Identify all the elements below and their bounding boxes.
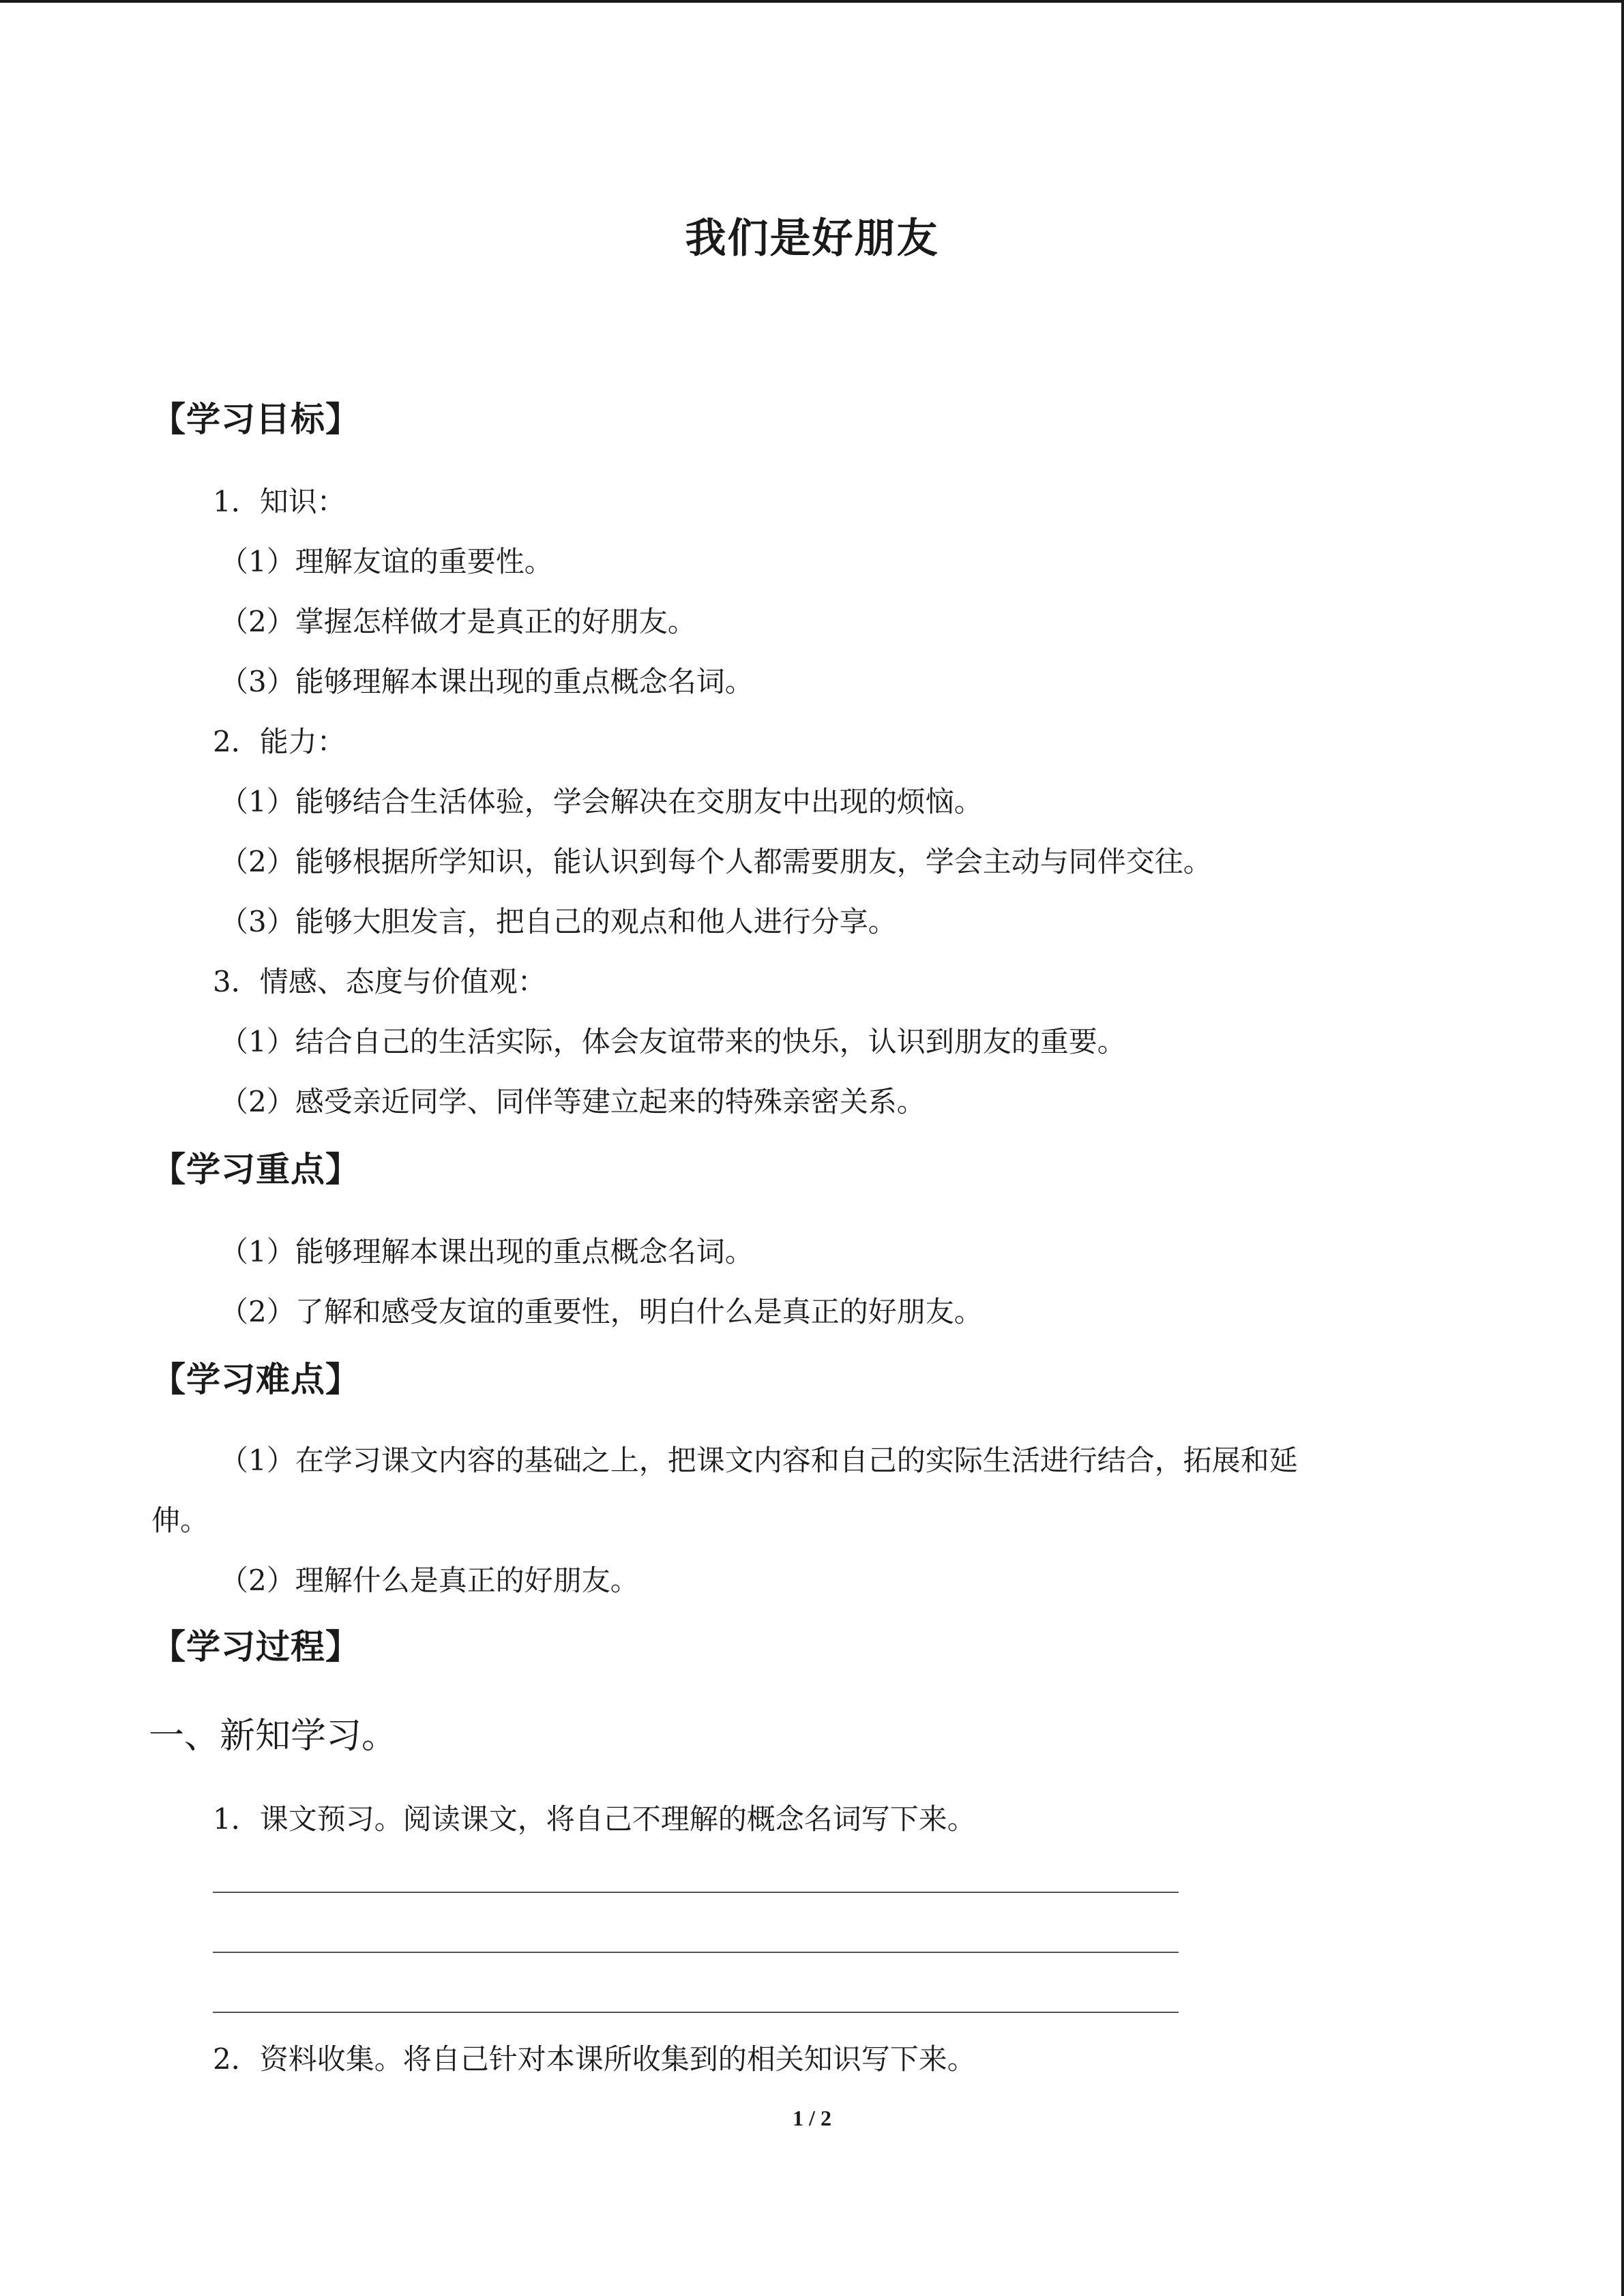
answer-line[interactable] xyxy=(213,2012,1179,2013)
section-new-knowledge: 一、新知学习。 xyxy=(149,1716,398,1757)
heading-learning-process: 【学习过程】 xyxy=(151,1627,360,1667)
document-title: 我们是好朋友 xyxy=(685,215,939,263)
key-point-item: （2）了解和感受友谊的重要性，明白什么是真正的好朋友。 xyxy=(220,1295,983,1328)
difficulty-item: （2）理解什么是真正的好朋友。 xyxy=(220,1564,639,1597)
emotion-item: （1）结合自己的生活实际，体会友谊带来的快乐，认识到朋友的重要。 xyxy=(220,1025,1126,1058)
task-collect: 2．资料收集。将自己针对本课所收集到的相关知识写下来。 xyxy=(213,2042,976,2076)
difficulty-item-line2: 伸。 xyxy=(151,1504,209,1537)
difficulty-item-line1: （1）在学习课文内容的基础之上，把课文内容和自己的实际生活进行结合，拓展和延 xyxy=(220,1444,1298,1477)
emotion-label: 3．情感、态度与价值观： xyxy=(213,965,546,998)
heading-learning-objectives: 【学习目标】 xyxy=(151,400,360,439)
ability-item: （1）能够结合生活体验，学会解决在交朋友中出现的烦恼。 xyxy=(220,785,983,818)
answer-line[interactable] xyxy=(213,1952,1179,1953)
knowledge-label: 1．知识： xyxy=(213,485,346,518)
emotion-item: （2）感受亲近同学、同伴等建立起来的特殊亲密关系。 xyxy=(220,1085,926,1118)
answer-line[interactable] xyxy=(213,1892,1179,1893)
key-point-item: （1）能够理解本课出现的重点概念名词。 xyxy=(220,1235,754,1268)
page-number: 1 / 2 xyxy=(793,2106,831,2130)
heading-difficulties: 【学习难点】 xyxy=(151,1360,360,1399)
ability-item: （3）能够大胆发言，把自己的观点和他人进行分享。 xyxy=(220,905,897,938)
page-border-top xyxy=(0,0,1624,3)
knowledge-item: （2）掌握怎样做才是真正的好朋友。 xyxy=(220,605,696,638)
knowledge-item: （1）理解友谊的重要性。 xyxy=(220,545,553,578)
task-preview: 1．课文预习。阅读课文，将自己不理解的概念名词写下来。 xyxy=(213,1802,976,1836)
heading-key-points: 【学习重点】 xyxy=(151,1150,360,1189)
knowledge-item: （3）能够理解本课出现的重点概念名词。 xyxy=(220,665,754,698)
ability-label: 2．能力： xyxy=(213,725,346,758)
ability-item: （2）能够根据所学知识，能认识到每个人都需要朋友，学会主动与同伴交往。 xyxy=(220,845,1212,878)
page-border-right xyxy=(1621,0,1624,2296)
